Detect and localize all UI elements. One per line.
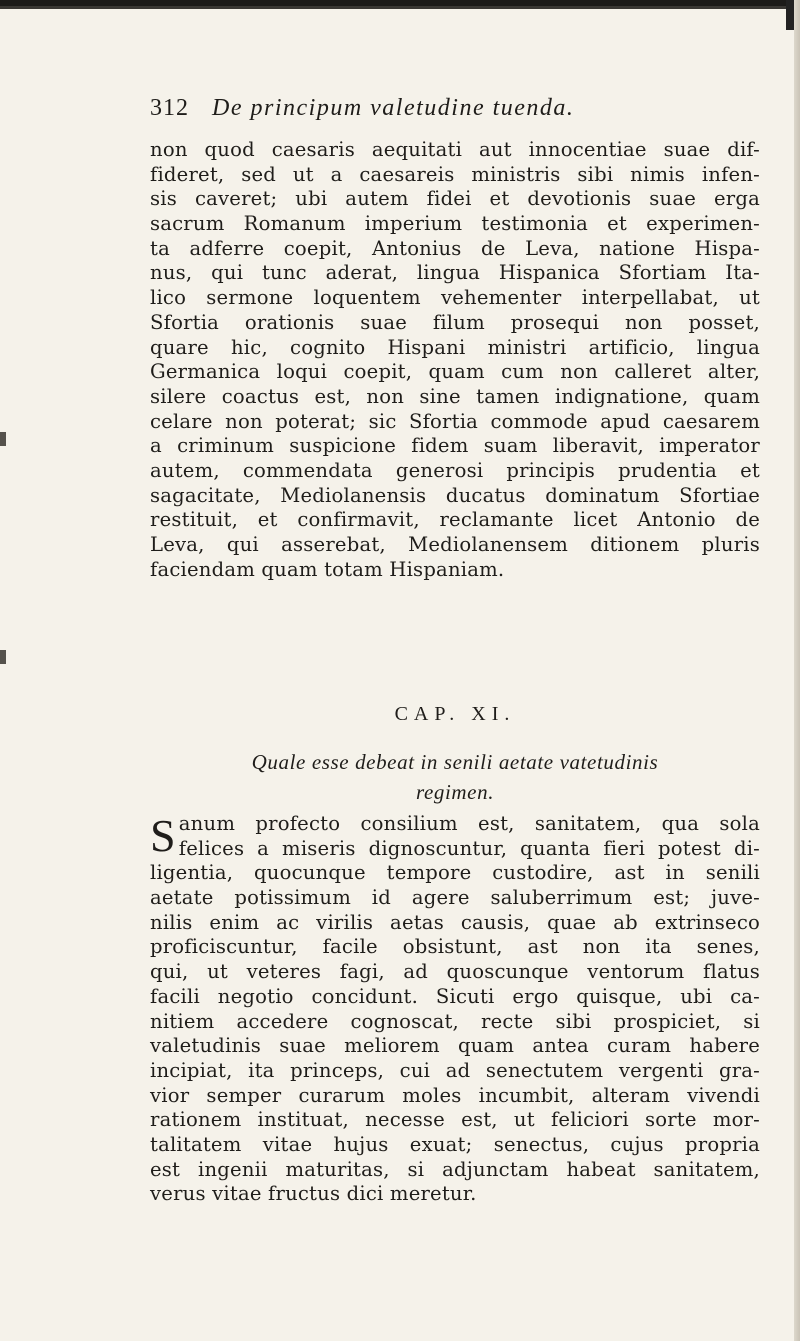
text-line: lico sermone loquentem vehementer interpellabat, ut bbox=[150, 286, 760, 310]
page-header bbox=[150, 95, 750, 127]
text-line: proficiscuntur, facile obsistunt, ast non ita senes, bbox=[150, 935, 760, 959]
chapter-title-line: regimen. bbox=[415, 780, 495, 804]
text-line: non quod caesaris aequitati aut innocentiae suae dif- bbox=[150, 138, 760, 161]
text-line: qui, ut veteres fagi, ad quoscunque ventorum flatus bbox=[150, 960, 760, 984]
drop-cap: S bbox=[150, 810, 176, 861]
text-line: nitiem accedere cognoscat, recte sibi prospiciet, si bbox=[150, 1009, 760, 1033]
text-line: sagacitate, Mediolanensis ducatus dominatum Sfortiae bbox=[150, 483, 760, 507]
text-line: Sfortia orationis suae filum prosequi non posset, bbox=[150, 310, 760, 334]
text-line: sis caveret; ubi autem fidei et devotionis suae erga bbox=[150, 187, 760, 211]
chapter-label: CAP. XI. bbox=[394, 703, 516, 725]
text-line: fideret, sed ut a caesareis ministris sibi nimis infen- bbox=[150, 162, 760, 186]
text-line: celare non poterat; sic Sfortia commode apud caesarem bbox=[150, 409, 760, 433]
text-line: incipiat, ita princeps, cui ad senectutem vergenti gra- bbox=[150, 1058, 760, 1082]
page-number: 312 bbox=[150, 95, 189, 121]
chapter-title-line: Quale esse debeat in senili aetate vatetudinis bbox=[251, 750, 659, 774]
text-line: ta adferre coepit, Antonius de Leva, natione Hispa- bbox=[150, 236, 760, 260]
text-line: talitatem vitae hujus exuat; senectus, cujus propria bbox=[150, 1132, 760, 1156]
page-right-edge bbox=[794, 0, 800, 1341]
margin-mark bbox=[0, 432, 6, 446]
text-line: silere coactus est, non sine tamen indignatione, quam bbox=[150, 384, 760, 408]
text-line: sacrum Romanum imperium testimonia et experimen- bbox=[150, 212, 760, 236]
text-line: a criminum suspicione fidem suam liberavit, imperator bbox=[150, 434, 760, 458]
text-line: facili negotio concidunt. Sicuti ergo quisque, ubi ca- bbox=[150, 984, 760, 1008]
text-line: quare hic, cognito Hispani ministri artificio, lingua bbox=[150, 335, 760, 359]
text-line: est ingenii maturitas, si adjunctam habeat sanitatem, bbox=[150, 1157, 760, 1181]
text-line: nus, qui tunc aderat, lingua Hispanica Sfortiam Ita- bbox=[150, 261, 760, 285]
text-line: verus vitae fructus dici meretur. bbox=[150, 1182, 477, 1206]
text-line: nilis enim ac virilis aetas causis, quae ab extrinseco bbox=[150, 910, 760, 934]
text-line: anum profecto consilium est, sanitatem, qua sola bbox=[178, 812, 760, 835]
top-border-rule bbox=[0, 0, 800, 22]
text-line: faciendam quam totam Hispaniam. bbox=[150, 557, 505, 581]
text-line: aetate potissimum id agere saluberrimum est; juve- bbox=[150, 886, 760, 910]
text-line: felices a miseris dignoscuntur, quanta fieri potest di- bbox=[178, 836, 760, 860]
text-line: Germanica loqui coepit, quam cum non calleret alter, bbox=[150, 360, 760, 384]
text-line: rationem instituat, necesse est, ut feliciori sorte mor- bbox=[150, 1108, 760, 1132]
paragraph-2 bbox=[150, 812, 760, 1207]
paragraph-1 bbox=[150, 138, 760, 582]
running-title: De principum valetudine tuenda. bbox=[212, 95, 575, 121]
chapter-title bbox=[170, 747, 740, 807]
text-line: valetudinis suae meliorem quam antea curam habere bbox=[150, 1034, 760, 1058]
text-line: Leva, qui asserebat, Mediolanensem ditionem pluris bbox=[150, 533, 760, 556]
margin-mark bbox=[0, 650, 6, 664]
text-line: vior semper curarum moles incumbit, alteram vivendi bbox=[150, 1083, 760, 1107]
text-line: autem, commendata generosi principis prudentia et bbox=[150, 458, 760, 482]
text-line: ligentia, quocunque tempore custodire, ast in senili bbox=[150, 861, 760, 885]
text-line: restituit, et confirmavit, reclamante licet Antonio de bbox=[150, 508, 760, 532]
